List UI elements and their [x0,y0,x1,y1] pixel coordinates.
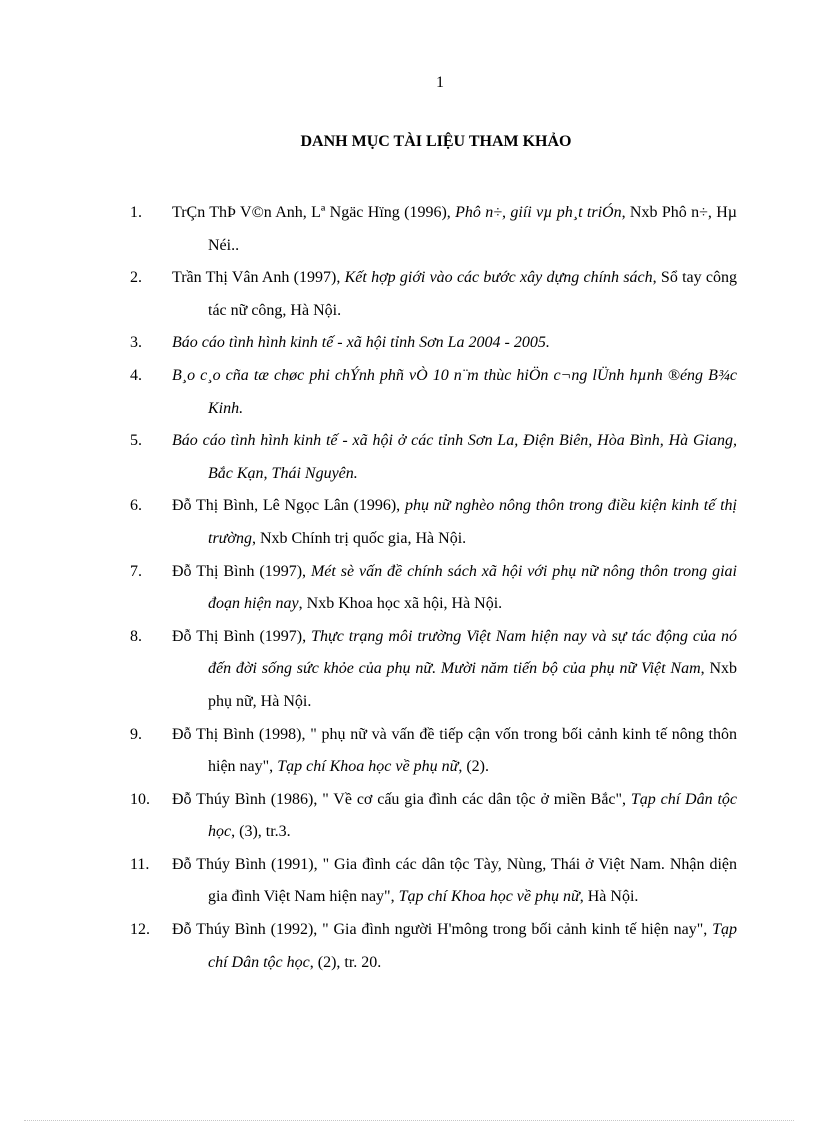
reference-text [172,197,738,262]
reference-item [130,197,737,262]
reference-item [130,262,737,327]
reference-text [172,327,737,360]
reference-title-segment: Phô n÷, giíi vµ ph¸t triÓn [455,204,622,221]
reference-title-segment: Báo cáo tình hình kinh tế - xã hội tỉnh Sơn La 2004 - 2005. [172,334,550,352]
reference-number: 7. [130,562,142,580]
reference-item [130,914,737,979]
reference-item [130,360,737,425]
reference-title-segment: Thực trạng môi trường Việt Nam hiện nay và sự tác động của nó đến đời sống sức khỏe của phụ nữ. Mười năm tiến bộ của phụ nữ Việt Nam [208,627,737,678]
reference-segment: Đỗ Thị Bình (1998), " phụ nữ và vấn đề tiếp cận vốn trong bối cảnh kinh tế nông thôn hiện nay", [172,725,737,776]
reference-number: 6. [130,497,142,515]
reference-segment: , (2), tr. 20. [309,953,382,971]
reference-segment: Trần Thị Vân Anh (1997), [172,269,345,287]
reference-number: 1. [130,204,142,221]
reference-title-segment: Mét sè vấn đề chính sách xã hội với phụ nữ nông thôn trong giai đoạn hiện nay [208,562,737,613]
reference-number: 8. [130,627,142,645]
reference-number: 4. [130,366,142,384]
reference-number: 10. [130,790,150,808]
reference-text [172,621,737,719]
page-number: 1 [436,74,444,91]
reference-segment: Đỗ Thúy Bình (1992), " Gia đình người H'mông trong bối cảnh kinh tế hiện nay", [172,921,713,939]
reference-title-segment: Tạp chí Dân tộc học [208,921,737,971]
reference-segment: , (3), tr.3. [231,823,291,841]
reference-number: 3. [130,334,142,352]
reference-list [130,197,737,979]
reference-text [172,360,737,425]
page-title: DANH MỤC TÀI LIỆU THAM KHẢO [300,133,572,150]
reference-segment: , Hà Nội. [579,888,639,906]
reference-segment: , Nxb Chính trị quốc gia, Hà Nội. [251,529,467,547]
reference-text [172,914,737,979]
reference-segment: Đỗ Thị Bình (1997), [172,562,311,580]
reference-number: 5. [130,432,142,450]
reference-title-segment: Tạp chí Dân tộc học [208,790,738,841]
reference-item [130,425,737,490]
reference-item [130,490,737,555]
reference-title-segment: Tạp chí Khoa học về phụ nữ [398,888,580,906]
page-footer-divider [24,1120,794,1121]
reference-text [172,262,737,327]
reference-number: 11. [130,855,150,873]
reference-segment: Đỗ Thúy Bình (1986), " Về cơ cấu gia đình các dân tộc ở miền Bắc", [172,790,631,808]
reference-text [172,719,737,784]
reference-number: 12. [130,921,150,939]
reference-item [130,621,737,719]
reference-text [172,849,737,914]
reference-number: 9. [130,725,142,743]
reference-item [130,849,737,914]
reference-segment: , Nxb Khoa học xã hội, Hà Nội. [298,595,503,613]
reference-item [130,327,737,360]
reference-title-segment: Kết hợp giới vào các bước xây dựng chính sách [344,269,653,287]
reference-item [130,556,737,621]
reference-title-segment: Tạp chí Khoa học về phụ nữ [277,758,459,776]
reference-segment: Đỗ Thị Bình, Lê Ngọc Lân (1996), [172,497,405,515]
reference-segment: Đỗ Thị Bình (1997), [172,627,312,645]
reference-segment: , Nxb Phô n÷, Hµ Néi.. [208,204,738,254]
reference-text [172,784,738,849]
reference-title-segment: phụ nữ nghèo nông thôn trong điều kiện kinh tế thị trường [208,497,737,547]
reference-segment: , Nxb phụ nữ, Hà Nội. [208,660,737,710]
reference-segment: , (2). [458,758,489,776]
reference-text [172,490,737,555]
reference-title-segment: B¸o c¸o cña tæ chøc phi chÝnh phñ vÒ 10 n¨m thùc hiÖn c¬ng lÜnh hµnh ®éng B¾c Kinh. [172,366,737,417]
reference-item [130,719,737,784]
reference-segment: Đỗ Thúy Bình (1991), " Gia đình các dân tộc Tày, Nùng, Thái ở Việt Nam. Nhận diện gia đình Việt Nam hiện nay", [172,855,737,906]
reference-item [130,784,737,849]
reference-segment: , Sổ tay công tác nữ công, Hà Nội. [208,269,737,319]
reference-number: 2. [130,269,142,287]
reference-text [172,425,737,490]
reference-title-segment: Báo cáo tình hình kinh tế - xã hội ở các tỉnh Sơn La, Điện Biên, Hòa Bình, Hà Giang, Bắc Kạn, Thái Nguyên. [172,432,737,482]
reference-segment: TrÇn ThÞ V©n Anh, Lª Ngäc Hïng (1996), [172,204,456,221]
reference-text [172,556,737,621]
